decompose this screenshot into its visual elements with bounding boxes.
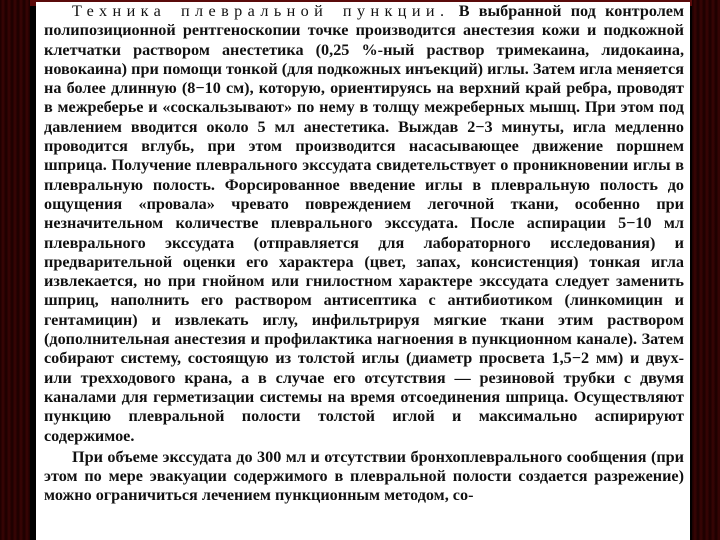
- scanned-page: [36, 2, 690, 540]
- left-decorative-border: [0, 0, 30, 540]
- paragraph-1-text: В выбранной под контролем полипозиционной рентгеноскопии точке производится анестезия кожи и подкожной клетчатки раствором анестетика (0,25 %-ный раствор тримекаина, лидокаина, новокаина) при помощи тонкой (для подкожных инъекций) иглы. Затем игла меняется на более длинную (8−10 см), которую, ориентируясь на верхний край ребра, проводят в межреберье и «соскальзывают» по нему в толщу межреберных мышц. При этом под давлением вводится около 5 мл анестетика. Выждав 2−3 минуты, игла медленно проводится вглубь, при этом производится насасывающее движение поршнем шприца. Получение плеврального экссудата свидетельствует о проникновении иглы в плевральную полость. Форсированное введение иглы в плевральную полость до ощущения «провала» чревато повреждением легочной ткани, особенно при незначительном количестве плеврального экссудата. После аспирации 5−10 мл плеврального экссудата (отправляется для лабораторного исследования) и предварительной оценки его характера (цвет, запах, консистенция) тонкая игла извлекается, но при гнойном или гнилостном характере экссудата следует заменить шприц, наполнить его раствором антисептика с антибиотиком (линкомицин и гентамицин) и извлекать иглу, инфильтрируя мягкие ткани этим раствором (дополнительная анестезия и профилактика нагноения в пункционном канале). Затем собирают систему, состоящую из толстой иглы (диаметр просвета 1,5−2 мм) и двух- или трехходового крана, а в случае его отсутствия — резиновой трубки с двумя каналами для герметизации системы на время отсоединения шприца. Осуществляют пункцию плевральной полости толстой иглой и максимально аспирируют содержимое.: [44, 2, 684, 445]
- body-text: [44, 2, 684, 506]
- section-heading: Техника плевральной пункции.: [72, 2, 450, 20]
- paragraph-2: При объеме экссудата до 300 мл и отсутствии бронхоплеврального сообщения (при этом по мере эвакуации содержимого в плевральной полости создается разрежение) можно ограничиться лечением пункционным методом, со-: [44, 447, 684, 505]
- paragraph-1: [44, 2, 684, 446]
- right-decorative-border: [692, 0, 720, 540]
